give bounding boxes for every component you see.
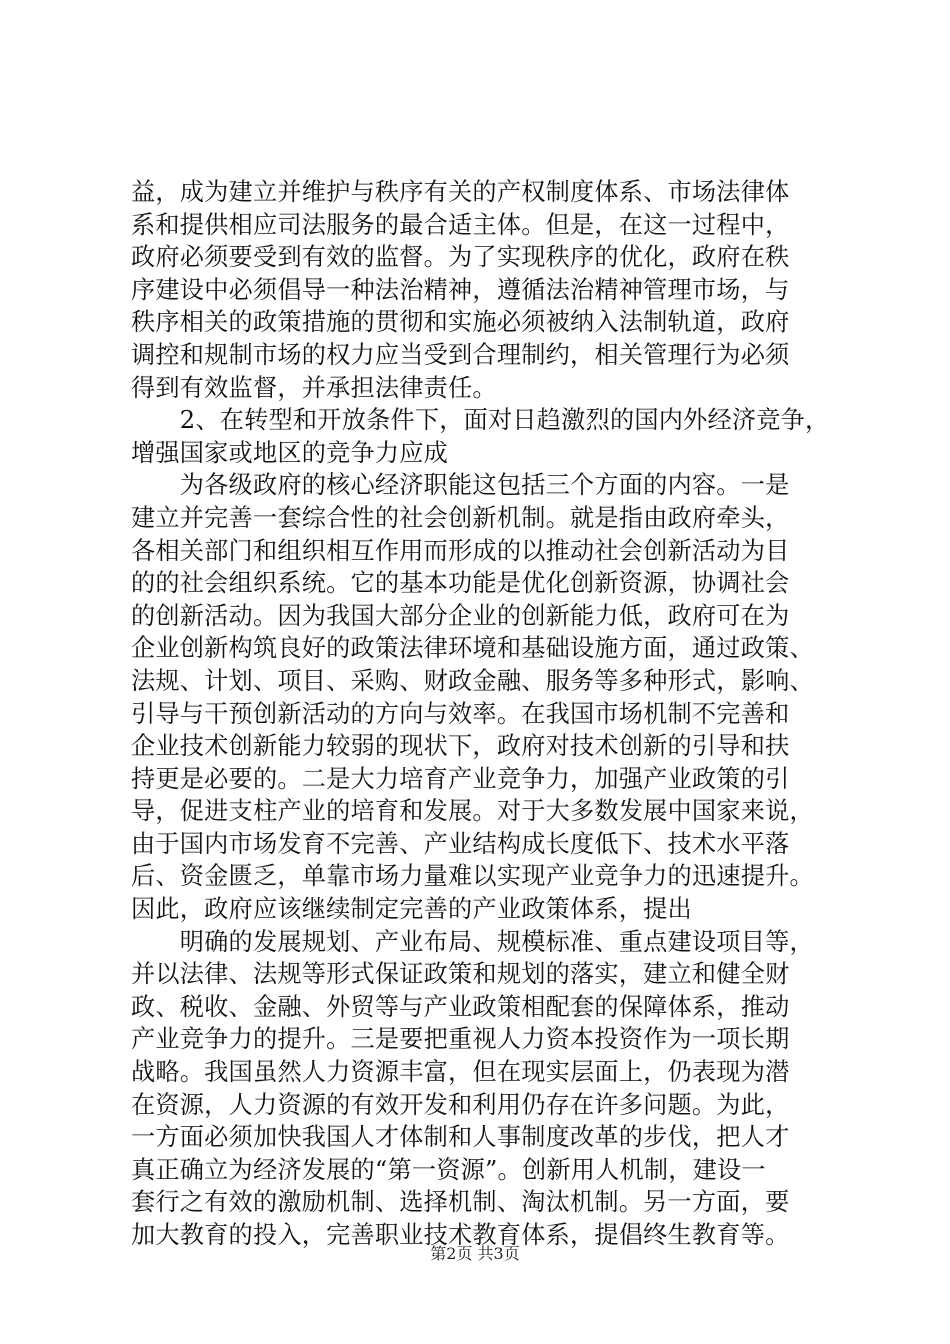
- text-line: 引导与干预创新活动的方向与效率。在我国市场机制不完善和: [131, 699, 790, 728]
- text-line: 战略。我国虽然人力资源丰富，但在现实层面上，仍表现为潜: [131, 1058, 790, 1087]
- text-line: 政府必须要受到有效的监督。为了实现秩序的优化，政府在秩: [131, 243, 790, 272]
- text-line: 导，促进支柱产业的培育和发展。对于大多数发展中国家来说，: [131, 797, 814, 826]
- text-line: 法规、计划、项目、采购、财政金融、服务等多种形式，影响、: [131, 666, 814, 695]
- text-line: 增强国家或地区的竞争力应成: [131, 438, 449, 467]
- text-line: 明确的发展规划、产业布局、规模标准、重点建设项目等，: [131, 927, 814, 956]
- text-line: 益，成为建立并维护与秩序有关的产权制度体系、市场法律体: [131, 178, 790, 206]
- text-line: 并以法律、法规等形式保证政策和规划的落实，建立和健全财: [131, 960, 790, 989]
- text-line: 为各级政府的核心经济职能这包括三个方面的内容。一是: [131, 471, 790, 500]
- text-line: 一方面必须加快我国人才体制和人事制度改革的步伐，把人才: [131, 1123, 790, 1152]
- text-line: 持更是必要的。二是大力培育产业竞争力，加强产业政策的引: [131, 764, 790, 793]
- text-line: 在资源，人力资源的有效开发和利用仍存在许多问题。为此，: [131, 1090, 790, 1119]
- text-line: 政、税收、金融、外贸等与产业政策相配套的保障体系，推动: [131, 992, 790, 1021]
- text-line: 得到有效监督，并承担法律责任。: [131, 373, 497, 402]
- text-line: 的的社会组织系统。它的基本功能是优化创新资源，协调社会: [131, 569, 790, 598]
- text-line: 秩序相关的政策措施的贯彻和实施必须被纳入法制轨道，政府: [131, 308, 790, 337]
- text-line: 后、资金匮乏，单靠市场力量难以实现产业竞争力的迅速提升。: [131, 862, 814, 891]
- text-line: 套行之有效的激励机制、选择机制、淘汰机制。另一方面，要: [131, 1188, 790, 1217]
- text-line: 各相关部门和组织相互作用而形成的以推动社会创新活动为目: [131, 536, 790, 565]
- text-line: 系和提供相应司法服务的最合适主体。但是，在这一过程中，: [131, 210, 790, 239]
- text-line: 企业技术创新能力较弱的现状下，政府对技术创新的引导和扶: [131, 732, 790, 761]
- page-footer: 第2页 共3页: [430, 1244, 520, 1263]
- text-line: 的创新活动。因为我国大部分企业的创新能力低，政府可在为: [131, 601, 790, 630]
- text-line: 2、在转型和开放条件下，面对日趋激烈的国内外经济竞争，: [131, 406, 830, 435]
- text-line: 产业竞争力的提升。三是要把重视人力资本投资作为一项长期: [131, 1025, 790, 1054]
- text-line: 序建设中必须倡导一种法治精神，遵循法治精神管理市场，与: [131, 275, 790, 304]
- text-line: 企业创新构筑良好的政策法律环境和基础设施方面，通过政策、: [131, 634, 814, 663]
- text-line: 因此，政府应该继续制定完善的产业政策体系，提出: [131, 895, 692, 924]
- text-line: 加大教育的投入，完善职业技术教育体系，提倡终生教育等。: [131, 1221, 790, 1249]
- text-line: 建立并完善一套综合性的社会创新机制。就是指由政府牵头，: [131, 503, 790, 532]
- text-line: 真正确立为经济发展的“第一资源”。创新用人机制，建设一: [131, 1155, 766, 1184]
- text-line: 由于国内市场发育不完善、产业结构成长度低下、技术水平落: [131, 829, 790, 858]
- text-line: 调控和规制市场的权力应当受到合理制约，相关管理行为必须: [131, 340, 790, 369]
- document-body: [131, 176, 831, 1252]
